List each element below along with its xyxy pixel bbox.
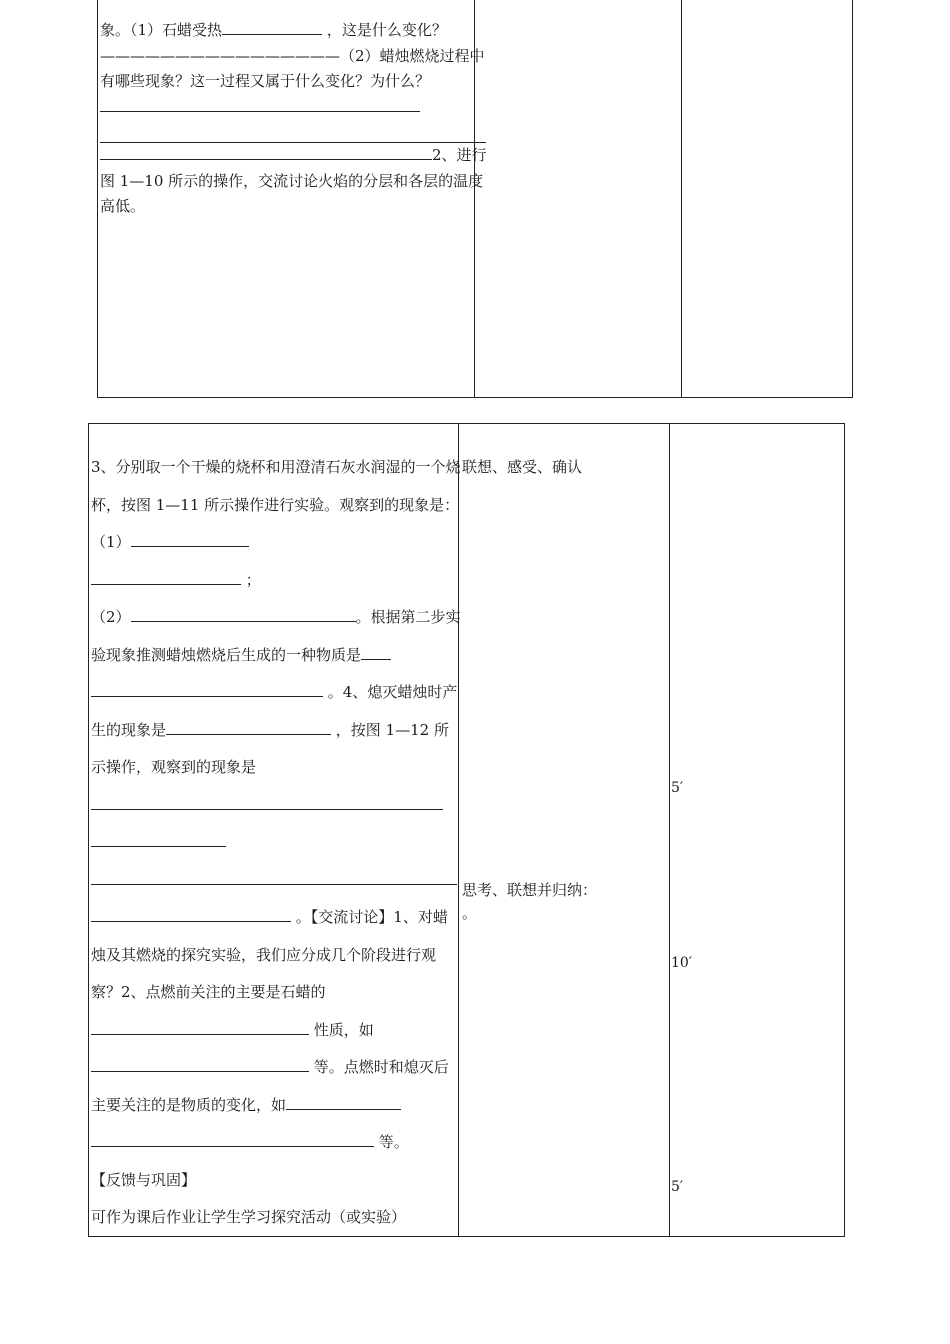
activity-text-p3: 2、进行图 1—10 所示的操作，交流讨论火焰的分层和各层的温度高低。 — [100, 146, 487, 215]
student-activity-3: 。 — [462, 904, 478, 922]
punctuation: ； — [245, 570, 261, 589]
feedback-text: 可作为课后作业让学生学习探究活动（或实验） — [91, 1208, 407, 1226]
fill-blank — [131, 606, 356, 622]
fill-blank — [91, 869, 457, 885]
discussion-end: 等。 — [378, 1133, 409, 1151]
time-allocation-2: 10′ — [671, 955, 692, 971]
fill-blank — [91, 831, 226, 847]
experiment-inference: 。根据第二步实验现象推测蜡烛燃烧后生成的一种物质是 — [91, 608, 461, 664]
column-divider — [681, 0, 682, 397]
fill-blank — [100, 144, 432, 160]
activity-text-p2: ，这是什么变化？————————————————（2）蜡烛燃烧过程中有哪些现象？这一过程又属于什么变化？为什么？ — [100, 21, 485, 90]
fill-blank — [91, 906, 291, 922]
activity-text-p1: 象。（1）石蜡受热 — [100, 21, 223, 39]
fill-blank — [91, 1019, 309, 1035]
item-number: （2） — [91, 608, 131, 626]
time-allocation-1: 5′ — [671, 780, 684, 796]
discussion-text-cont2: 等。点燃时和熄灭后主要关注的是物质的变化，如 — [91, 1058, 449, 1114]
student-activity-2: 思考、联想并归纳： — [462, 881, 598, 899]
fill-blank — [286, 1094, 401, 1110]
fill-blank — [91, 569, 241, 585]
time-allocation-3: 5′ — [671, 1179, 684, 1195]
fill-blank — [166, 719, 331, 735]
lesson-table-bottom — [88, 423, 845, 1237]
lesson-table-top — [97, 0, 853, 398]
experiment-step3: 3、分别取一个干燥的烧杯和用澄清石灰水润湿的一个烧杯，按图 1—11 所示操作进行实验。观察到的现象是：（1） — [91, 458, 461, 551]
discussion-text: 。【交流讨论】1、对蜡烛及其燃烧的探究实验，我们应分成几个阶段进行观察？2、点燃前关注的主要是石蜡的 — [91, 908, 448, 1001]
fill-blank — [222, 19, 322, 35]
student-activity-1: 联想、感受、确认 — [462, 458, 583, 476]
activity-text — [100, 18, 490, 220]
experiment-text — [91, 449, 461, 1237]
fill-blank — [91, 1131, 374, 1147]
experiment-step4-cont: ，按图 1—12 所示操作，观察到的现象是 — [91, 720, 449, 776]
feedback-heading: 【反馈与巩固】 — [91, 1170, 197, 1189]
fill-blank — [91, 794, 443, 810]
column-divider — [669, 424, 670, 1236]
fill-blank — [131, 531, 249, 547]
discussion-text-cont: 性质，如 — [313, 1020, 374, 1039]
fill-blank — [91, 1056, 309, 1072]
fill-blank — [100, 120, 486, 143]
fill-blank — [91, 681, 323, 697]
experiment-step4: 。4、熄灭蜡烛时产生的现象是 — [91, 683, 458, 739]
fill-blank — [361, 644, 391, 660]
fill-blank — [100, 96, 420, 112]
